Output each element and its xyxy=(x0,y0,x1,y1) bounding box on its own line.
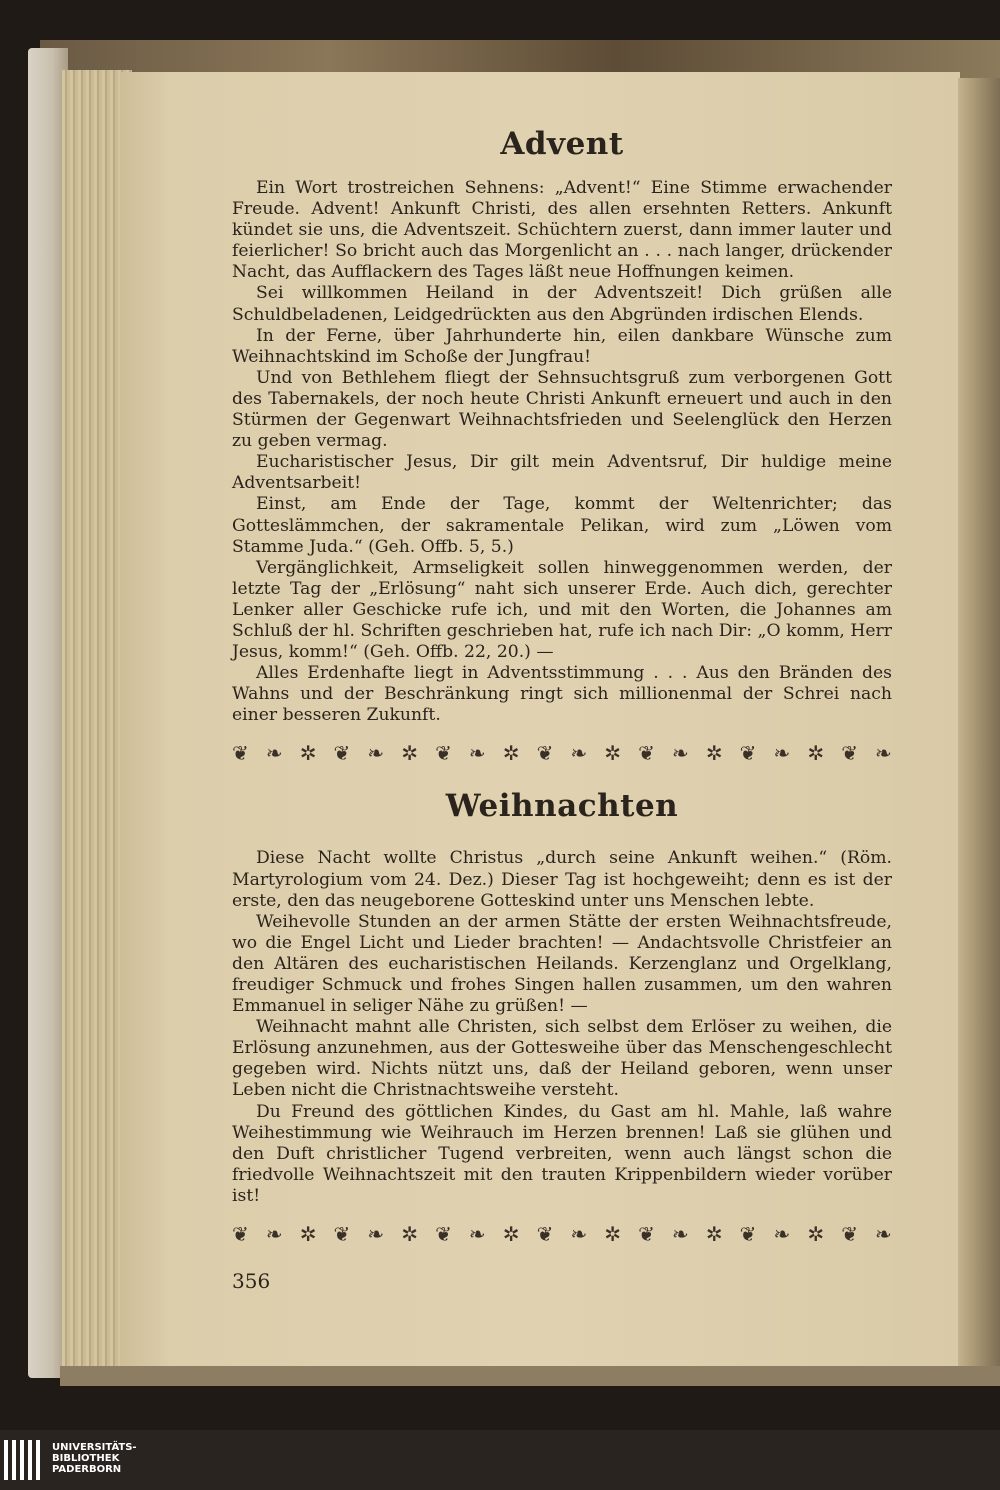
page-number: 356 xyxy=(232,1269,271,1294)
paragraph: Und von Bethlehem fliegt der Sehnsuchtsgruß zum verborgenen Gott des Tabernakels, der noch heute Christi Ankunft erneuert und auch in den Stürmen der Gegenwart Weihnachtsfrieden und Seelenglück den Herzen zu geben vermag. xyxy=(232,367,892,452)
ornament-leaf-icon: ❧ xyxy=(773,1222,791,1247)
ornament-leaf-icon: ❦ xyxy=(739,741,757,766)
ornament-star-icon: ✲ xyxy=(807,1222,825,1247)
ornament-leaf-icon: ❧ xyxy=(367,1222,385,1247)
ornament-leaf-icon: ❦ xyxy=(841,741,858,766)
ornament-leaf-icon: ❧ xyxy=(265,1222,283,1247)
ornament-leaf-icon: ❦ xyxy=(333,1222,351,1247)
ornament-leaf-icon: ❦ xyxy=(232,741,249,766)
ornament-leaf-icon: ❧ xyxy=(468,1222,486,1247)
logo-line: BIBLIOTHEK xyxy=(52,1453,120,1464)
ornament-star-icon: ✲ xyxy=(502,1222,520,1247)
ornament-leaf-icon: ❧ xyxy=(875,1222,892,1247)
ornament-leaf-icon: ❧ xyxy=(773,741,791,766)
ornament-star-icon: ✲ xyxy=(604,741,622,766)
ornament-star-icon: ✲ xyxy=(502,741,520,766)
ornament-leaf-icon: ❦ xyxy=(536,741,554,766)
ornament-leaf-icon: ❦ xyxy=(333,741,351,766)
paragraph: Sei willkommen Heiland in der Adventszeit! Dich grüßen alle Schuldbeladenen, Leidgedrückten aus den Abgründen irdischen Elends. xyxy=(232,283,892,325)
ornament-divider-1 xyxy=(232,740,892,766)
library-logo-icon xyxy=(4,1440,44,1480)
paragraph: Alles Erdenhafte liegt in Adventsstimmung . . . Aus den Bränden des Wahns und der Beschränkung ringt sich millionenmal der Schrei nach einer besseren Zukunft. xyxy=(232,663,892,726)
ornament-leaf-icon: ❦ xyxy=(638,741,655,766)
paragraph: Einst, am Ende der Tage, kommt der Weltenrichter; das Gotteslämmchen, der sakramentale Pelikan, wird zum „Löwen vom Stamme Juda.“ (Geh. Offb. 5, 5.) xyxy=(232,494,892,557)
ornament-leaf-icon: ❦ xyxy=(841,1222,858,1247)
ornament-leaf-icon: ❦ xyxy=(638,1222,655,1247)
ornament-star-icon: ✲ xyxy=(705,741,723,766)
ornament-leaf-icon: ❦ xyxy=(536,1222,554,1247)
logo-line: UNIVERSITÄTS- xyxy=(52,1442,137,1453)
paragraph: Eucharistischer Jesus, Dir gilt mein Adventsruf, Dir huldige meine Adventsarbeit! xyxy=(232,452,892,494)
ornament-leaf-icon: ❧ xyxy=(671,741,689,766)
ornament-leaf-icon: ❧ xyxy=(875,741,892,766)
paragraph: Weihevolle Stunden an der armen Stätte der ersten Weihnachtsfreude, wo die Engel Licht und Lieder brachten! — Andachtsvolle Christfeier an den Altären des eucharistischen Heilands. Kerzenglanz und Orgelklang, freudiger Schmuck und frohes Singen hallen zusammen, um den wahren Emmanuel in seliger Nähe zu grüßen! — xyxy=(232,911,892,1017)
book-bottom-edge xyxy=(60,1366,1000,1386)
ornament-leaf-icon: ❦ xyxy=(435,741,452,766)
section-title-weihnachten: Weihnachten xyxy=(445,788,679,825)
ornament-leaf-icon: ❧ xyxy=(570,741,588,766)
ornament-leaf-icon: ❧ xyxy=(671,1222,689,1247)
ornament-leaf-icon: ❦ xyxy=(232,1222,249,1247)
section-weihnachten xyxy=(232,848,892,1207)
ornament-leaf-icon: ❧ xyxy=(570,1222,588,1247)
ornament-leaf-icon: ❧ xyxy=(367,741,385,766)
section-advent xyxy=(232,178,892,726)
paragraph: Diese Nacht wollte Christus „durch seine Ankunft weihen.“ (Röm. Martyrologium vom 24. Dez.) Dieser Tag ist hochgeweiht; denn es ist der erste, den das neugeborene Gotteskind unter uns Menschen lebte. xyxy=(232,848,892,911)
ornament-leaf-icon: ❦ xyxy=(739,1222,757,1247)
paragraph: Weihnacht mahnt alle Christen, sich selbst dem Erlöser zu weihen, die Erlösung anzunehmen, aus der Gottesweihe über das Menschengeschlecht gegeben wird. Nichts nützt uns, daß der Heiland geboren, wenn unser Leben nicht die Christnachtsweihe versteht. xyxy=(232,1017,892,1101)
footer-bar xyxy=(0,1430,1000,1490)
ornament-leaf-icon: ❧ xyxy=(265,741,283,766)
ornament-star-icon: ✲ xyxy=(401,741,418,766)
ornament-star-icon: ✲ xyxy=(705,1222,723,1247)
paragraph: Vergänglichkeit, Armseligkeit sollen hinweggenommen werden, der letzte Tag der „Erlösung“ naht sich unserer Erde. Auch dich, gerechter Lenker aller Geschicke rufe ich, und mit den Worten, die Johannes am Schluß der hl. Schriften geschrieben hat, rufe ich nach Dir: „O komm, Herr Jesus, komm!“ (Geh. Offb. 22, 20.) — xyxy=(232,557,892,663)
ornament-star-icon: ✲ xyxy=(604,1222,622,1247)
paragraph: Ein Wort trostreichen Sehnens: „Advent!“ Eine Stimme erwachender Freude. Advent! Ankunft Christi, des allen ersehnten Retters. Ankunft kündet sie uns, die Adventszeit. Schüchtern zuerst, dann immer lauter und feierlicher! So bricht auch das Morgenlicht an . . . nach langer, drückender Nacht, das Aufflackern des Tages läßt neue Hoffnungen keimen. xyxy=(232,178,892,283)
library-logo-text xyxy=(52,1442,137,1475)
logo-line: PADERBORN xyxy=(52,1464,122,1475)
ornament-star-icon: ✲ xyxy=(807,741,825,766)
ornament-leaf-icon: ❦ xyxy=(435,1222,452,1247)
ornament-leaf-icon: ❧ xyxy=(468,741,486,766)
ornament-divider-2 xyxy=(232,1221,892,1247)
ornament-star-icon: ✲ xyxy=(299,741,317,766)
section-title-advent: Advent xyxy=(500,126,624,162)
paragraph: In der Ferne, über Jahrhunderte hin, eilen dankbare Wünsche zum Weihnachtskind im Schoße der Jungfrau! xyxy=(232,325,892,367)
ornament-star-icon: ✲ xyxy=(401,1222,418,1247)
paragraph: Du Freund des göttlichen Kindes, du Gast am hl. Mahle, laß wahre Weihestimmung wie Weihrauch im Herzen brennen! Laß sie glühen und den Duft christlicher Tugend verbreiten, wenn auch längst schon die friedvolle Weihnachtszeit mit den trauten Krippenbildern wieder vorüber ist! xyxy=(232,1101,892,1206)
facing-page-edge xyxy=(958,78,1000,1368)
page-content xyxy=(232,120,892,1293)
ornament-star-icon: ✲ xyxy=(299,1222,317,1247)
